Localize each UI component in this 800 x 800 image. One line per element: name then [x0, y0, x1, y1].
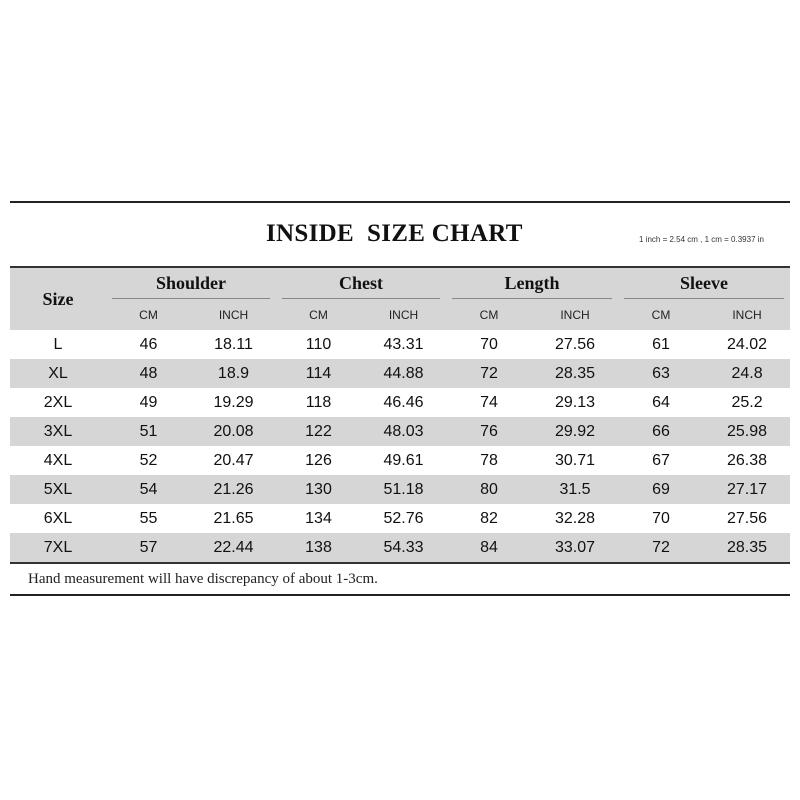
table-row — [10, 388, 790, 417]
measurement-cell: 54 — [106, 475, 191, 504]
unit-header-cell: CM — [276, 299, 361, 330]
group-header-label: Sleeve — [680, 273, 729, 293]
measurement-cell: 30.71 — [554, 451, 596, 469]
measurement-cell: 24.02 — [727, 335, 768, 353]
size-cell: 4XL — [43, 451, 73, 469]
measurement-cell: 61 — [652, 335, 670, 353]
size-cell: 2XL — [43, 393, 73, 411]
measurement-cell: 43.31 — [383, 335, 424, 353]
measurement-cell: 51 — [106, 417, 191, 446]
measurement-footnote: Hand measurement will have discrepancy of about 1-3cm. — [28, 571, 378, 587]
unit-header-cell: CM — [106, 299, 191, 330]
measurement-cell: 63 — [618, 359, 704, 388]
measurement-cell: 33.07 — [532, 533, 618, 563]
measurement-cell: 70 — [480, 335, 498, 353]
measurement-cell: 21.26 — [191, 475, 276, 504]
unit-header-cell: CM — [618, 299, 704, 330]
measurement-cell: 49.61 — [383, 451, 424, 469]
chart-title: INSIDE SIZE CHART — [266, 220, 523, 247]
size-cell: L — [53, 335, 63, 353]
unit-header-cell: INCH — [704, 299, 790, 330]
group-header-label: Length — [504, 273, 560, 293]
measurement-cell: 26.38 — [727, 451, 768, 469]
table-row — [10, 417, 790, 446]
measurement-cell: 70 — [652, 509, 670, 527]
measurement-cell: 20.08 — [191, 417, 276, 446]
unit-header-row — [10, 299, 790, 330]
measurement-cell: 28.35 — [532, 359, 618, 388]
measurement-cell: 31.5 — [532, 475, 618, 504]
measurement-cell: 46.46 — [383, 393, 424, 411]
table-row — [10, 446, 790, 475]
group-header-shoulder — [106, 267, 276, 299]
measurement-cell: 72 — [618, 533, 704, 563]
measurement-cell: 22.44 — [191, 533, 276, 563]
measurement-cell: 72 — [446, 359, 532, 388]
measurement-cell: 29.13 — [554, 393, 596, 411]
measurement-cell: 25.2 — [731, 393, 763, 411]
group-header-label: Shoulder — [155, 273, 227, 293]
measurement-cell: 80 — [446, 475, 532, 504]
measurement-cell: 66 — [618, 417, 704, 446]
measurement-cell: 49 — [139, 393, 158, 411]
measurement-cell: 48 — [106, 359, 191, 388]
header-row — [10, 267, 790, 299]
measurement-cell: 29.92 — [532, 417, 618, 446]
size-cell: 5XL — [10, 475, 106, 504]
measurement-cell: 74 — [480, 393, 498, 411]
measurement-cell: 44.88 — [361, 359, 446, 388]
table-row — [10, 330, 790, 359]
measurement-cell: 27.56 — [554, 335, 596, 353]
unit-header-cell: INCH — [191, 299, 276, 330]
measurement-cell: 54.33 — [361, 533, 446, 563]
group-header-length — [446, 267, 618, 299]
measurement-cell: 27.56 — [727, 509, 768, 527]
unit-header-cell: CM — [446, 299, 532, 330]
measurement-cell: 46 — [139, 335, 158, 353]
measurement-cell: 55 — [139, 509, 158, 527]
measurement-cell: 20.47 — [213, 451, 254, 469]
size-cell: 6XL — [43, 509, 73, 527]
measurement-cell: 118 — [305, 393, 332, 411]
measurement-cell: 19.29 — [213, 393, 254, 411]
size-chart-table — [10, 266, 790, 564]
measurement-cell: 18.9 — [191, 359, 276, 388]
measurement-cell: 28.35 — [704, 533, 790, 563]
unit-header-cell: INCH — [361, 299, 446, 330]
measurement-cell: 51.18 — [361, 475, 446, 504]
size-cell: 7XL — [10, 533, 106, 563]
unit-header-cell: INCH — [532, 299, 618, 330]
measurement-cell: 25.98 — [704, 417, 790, 446]
measurement-cell: 122 — [276, 417, 361, 446]
table-body — [10, 330, 790, 563]
measurement-cell: 52 — [139, 451, 158, 469]
measurement-cell: 48.03 — [361, 417, 446, 446]
top-rule — [10, 201, 790, 203]
size-column-header: Size — [10, 267, 106, 330]
measurement-cell: 27.17 — [704, 475, 790, 504]
size-cell: 3XL — [10, 417, 106, 446]
table-row — [10, 359, 790, 388]
measurement-cell: 138 — [276, 533, 361, 563]
measurement-cell: 67 — [652, 451, 670, 469]
measurement-cell: 18.11 — [214, 335, 253, 353]
measurement-cell: 57 — [106, 533, 191, 563]
bottom-rule — [10, 594, 790, 596]
measurement-cell: 64 — [652, 393, 670, 411]
measurement-cell: 110 — [305, 335, 332, 353]
measurement-cell: 134 — [305, 509, 332, 527]
measurement-cell: 82 — [480, 509, 498, 527]
measurement-cell: 130 — [276, 475, 361, 504]
measurement-cell: 114 — [276, 359, 361, 388]
measurement-cell: 52.76 — [383, 509, 424, 527]
measurement-cell: 126 — [305, 451, 332, 469]
table-row — [10, 533, 790, 563]
group-header-chest — [276, 267, 446, 299]
table-row — [10, 504, 790, 533]
group-header-label: Chest — [339, 273, 383, 293]
conversion-note: 1 inch = 2.54 cm , 1 cm = 0.3937 in — [639, 235, 764, 244]
group-header-sleeve — [618, 267, 790, 299]
measurement-cell: 21.65 — [213, 509, 254, 527]
measurement-cell: 24.8 — [704, 359, 790, 388]
table-row — [10, 475, 790, 504]
measurement-cell: 32.28 — [554, 509, 596, 527]
measurement-cell: 78 — [480, 451, 498, 469]
size-cell: XL — [10, 359, 106, 388]
measurement-cell: 76 — [446, 417, 532, 446]
measurement-cell: 84 — [446, 533, 532, 563]
measurement-cell: 69 — [618, 475, 704, 504]
